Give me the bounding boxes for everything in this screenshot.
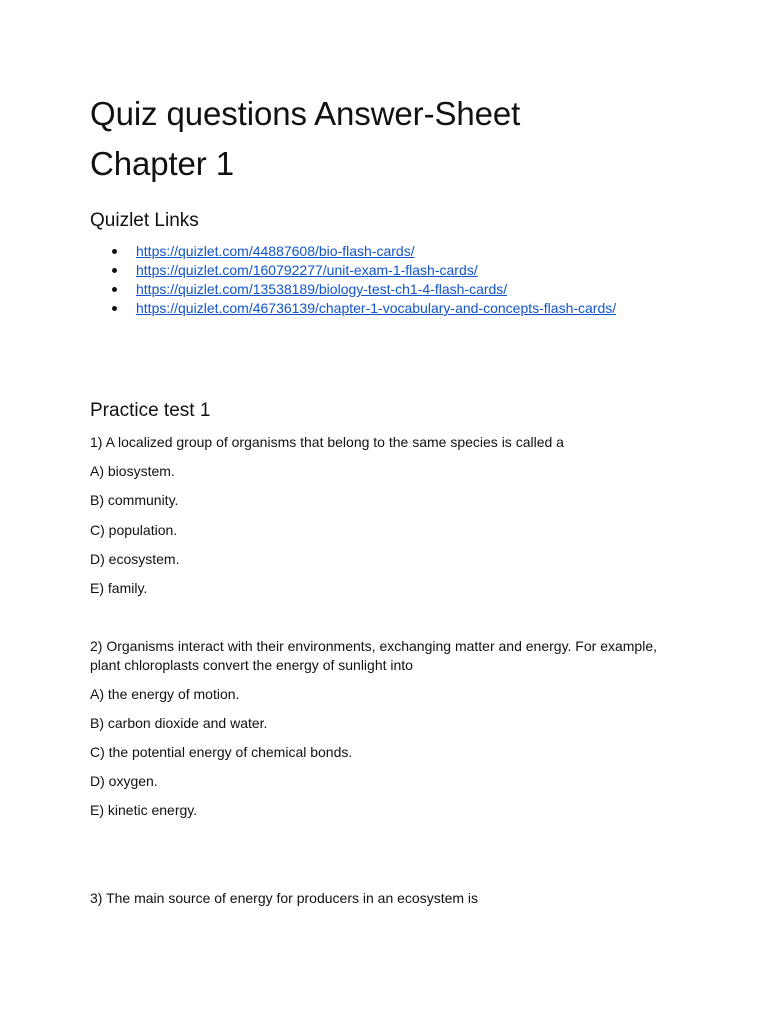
bullet-icon xyxy=(112,249,117,254)
bullet-icon xyxy=(112,306,117,311)
quizlet-link-1[interactable]: https://quizlet.com/44887608/bio-flash-cards/ xyxy=(136,243,415,259)
question-1-option-e: E) family. xyxy=(90,580,148,596)
quizlet-link-4[interactable]: https://quizlet.com/46736139/chapter-1-vocabulary-and-concepts-flash-cards/ xyxy=(136,300,617,316)
quizlet-link-2[interactable]: https://quizlet.com/160792277/unit-exam-1-flash-cards/ xyxy=(136,262,478,278)
bullet-icon xyxy=(112,287,117,292)
document-title-line2: Chapter 1 xyxy=(90,145,235,182)
document-title-line1: Quiz questions Answer-Sheet xyxy=(90,95,521,132)
question-2-prompt-line1: 2) Organisms interact with their environments, exchanging matter and energy. For example, xyxy=(90,638,657,654)
question-1-option-b: B) community. xyxy=(90,492,179,508)
question-1-option-c: C) population. xyxy=(90,522,178,538)
question-2-option-d: D) oxygen. xyxy=(90,773,158,789)
question-2-prompt-line2: plant chloroplasts convert the energy of sunlight into xyxy=(90,657,413,673)
question-2-option-b: B) carbon dioxide and water. xyxy=(90,715,268,731)
question-1-prompt: 1) A localized group of organisms that belong to the same species is called a xyxy=(90,434,564,450)
question-2-option-c: C) the potential energy of chemical bonds. xyxy=(90,744,353,760)
bullet-icon xyxy=(112,268,117,273)
question-1-option-a: A) biosystem. xyxy=(90,463,175,479)
quizlet-link-3[interactable]: https://quizlet.com/13538189/biology-test-ch1-4-flash-cards/ xyxy=(136,281,508,297)
question-2-option-e: E) kinetic energy. xyxy=(90,802,198,818)
question-2-option-a: A) the energy of motion. xyxy=(90,686,240,702)
links-heading: Quizlet Links xyxy=(90,210,199,231)
question-1-option-d: D) ecosystem. xyxy=(90,551,180,567)
question-3-prompt: 3) The main source of energy for producers in an ecosystem is xyxy=(90,890,479,906)
practice-test-heading: Practice test 1 xyxy=(90,400,211,421)
